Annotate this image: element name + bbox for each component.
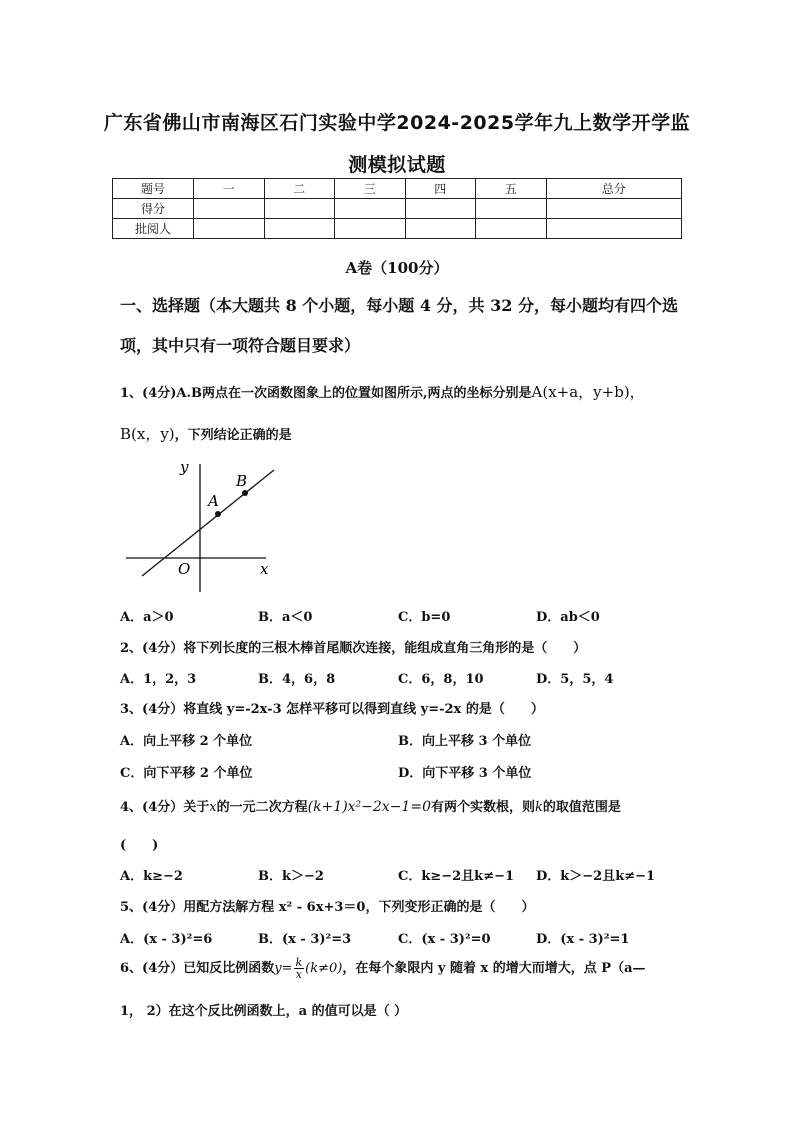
score-cell xyxy=(405,219,476,239)
q4-option-a[interactable]: A．k≥−2 xyxy=(120,869,183,884)
question-4-stem xyxy=(120,796,621,815)
q4-option-b[interactable]: B．k＞−2 xyxy=(258,869,324,884)
score-cell xyxy=(405,199,476,219)
question-4-text-a: 4、(4分）关于 xyxy=(120,800,210,815)
score-table xyxy=(112,178,682,239)
q5-option-d[interactable]: D．(x - 3)²=1 xyxy=(536,932,630,947)
score-cell: 批阅人 xyxy=(113,219,194,239)
q2-option-c[interactable]: C．6，8，10 xyxy=(398,672,484,687)
y-axis-label: y xyxy=(180,458,189,476)
score-cell: 总分 xyxy=(546,179,682,199)
score-cell xyxy=(264,219,335,239)
page-title-line1: 广东省佛山市南海区石门实验中学2024-2025学年九上数学开学监 xyxy=(103,112,691,134)
question-4-text-d: 的取值范围是 xyxy=(542,800,621,815)
function-eq-left: y= xyxy=(274,961,293,976)
question-2-stem: 2、(4分）将下列长度的三根木棒首尾顺次连接，能组成直角三角形的是（ ） xyxy=(120,641,587,656)
question-4-text-b: 的一元二次方程 xyxy=(216,800,308,815)
quadratic-equation: (k+1)x²−2x−1=0 xyxy=(307,799,431,815)
linear-function-graph xyxy=(120,456,280,596)
q5-option-b[interactable]: B．(x - 3)²=3 xyxy=(258,932,352,947)
score-cell xyxy=(546,219,682,239)
score-table-row xyxy=(113,199,682,219)
q2-option-a[interactable]: A．1，2，3 xyxy=(120,672,197,687)
paper-section-label: A卷（100分） xyxy=(345,259,449,277)
score-cell xyxy=(335,219,406,239)
score-cell xyxy=(194,219,265,239)
x-axis-label: x xyxy=(260,560,269,578)
score-cell xyxy=(264,199,335,219)
question-6-stem-cont: 1， 2）在这个反比例函数上，a 的值可以是（ ） xyxy=(120,1004,408,1019)
point-b-coordinates: B(x，y) xyxy=(120,425,175,443)
point-b-label: B xyxy=(236,472,248,490)
variable-k: k xyxy=(535,800,543,815)
score-cell: 题号 xyxy=(113,179,194,199)
q5-option-a[interactable]: A．(x - 3)²=6 xyxy=(120,932,213,947)
question-6-text-b: ，在每个象限内 y 随着 x 的增大而增大，点 P（a— xyxy=(342,961,646,976)
question-6-text-a: 6、(4分）已知反比例函数 xyxy=(120,961,275,976)
fraction-k-over-x xyxy=(294,957,305,980)
score-cell: 四 xyxy=(405,179,476,199)
score-cell xyxy=(335,199,406,219)
score-cell: 三 xyxy=(335,179,406,199)
point-a-coordinates: A(x+a，y+b)， xyxy=(531,383,645,401)
q4-option-d[interactable]: D．k＞−2且k≠−1 xyxy=(536,869,656,884)
q4-option-c[interactable]: C．k≥−2且k≠−1 xyxy=(398,869,515,884)
question-1-stem-cont xyxy=(120,423,292,444)
question-1-stem xyxy=(120,381,645,402)
function-line xyxy=(142,470,274,576)
question-4-text-c: 有两个实数根，则 xyxy=(430,800,535,815)
point-a-dot xyxy=(215,511,221,517)
question-1-text: 1、(4分)A.B两点在一次函数图象上的位置如图所示,两点的坐标分别是 xyxy=(120,386,532,401)
q2-option-d[interactable]: D．5，5，4 xyxy=(536,672,614,687)
score-cell: 二 xyxy=(264,179,335,199)
score-cell xyxy=(476,199,547,219)
variable-x: x xyxy=(209,800,217,815)
score-table-row xyxy=(113,219,682,239)
q1-option-a[interactable]: A．a＞0 xyxy=(120,610,174,625)
score-cell xyxy=(476,219,547,239)
score-cell xyxy=(546,199,682,219)
q1-option-b[interactable]: B．a＜0 xyxy=(258,610,313,625)
q3-option-b[interactable]: B．向上平移 3 个单位 xyxy=(398,734,532,749)
q3-option-d[interactable]: D．向下平移 3 个单位 xyxy=(398,766,532,781)
question-5-stem: 5、(4分）用配方法解方程 x² - 6x+3＝0，下列变形正确的是（ ） xyxy=(120,900,535,915)
question-6-stem xyxy=(120,957,646,980)
score-cell xyxy=(194,199,265,219)
q3-option-a[interactable]: A．向上平移 2 个单位 xyxy=(120,734,253,749)
section-heading: 一、选择题（本大题共 8 个小题，每小题 4 分，共 32 分，每小题均有四个选项，其中只有一项符合题目要求） xyxy=(120,296,678,355)
score-cell: 得分 xyxy=(113,199,194,219)
question-3-stem: 3、(4分）将直线 y=-2x-3 怎样平移可以得到直线 y=-2x 的是（ ） xyxy=(120,702,544,717)
origin-label: O xyxy=(178,560,191,578)
fraction-denominator: x xyxy=(295,968,302,981)
fraction-numerator: k xyxy=(295,956,303,969)
q2-option-b[interactable]: B．4，6，8 xyxy=(258,672,336,687)
q1-option-d[interactable]: D．ab＜0 xyxy=(536,610,600,625)
page-title-line2: 测模拟试题 xyxy=(348,154,446,176)
q1-option-c[interactable]: C．b=0 xyxy=(398,610,451,625)
score-cell: 五 xyxy=(476,179,547,199)
question-4-paren: ( ) xyxy=(120,838,159,853)
q5-option-c[interactable]: C．(x - 3)²=0 xyxy=(398,932,491,947)
score-cell: 一 xyxy=(194,179,265,199)
question-1-text-cont: ，下列结论正确的是 xyxy=(174,428,292,443)
point-b-dot xyxy=(242,490,248,496)
point-a-label: A xyxy=(208,492,219,510)
q3-option-c[interactable]: C．向下平移 2 个单位 xyxy=(120,766,253,781)
function-eq-right: (k≠0) xyxy=(305,961,343,976)
score-table-header xyxy=(113,179,682,199)
